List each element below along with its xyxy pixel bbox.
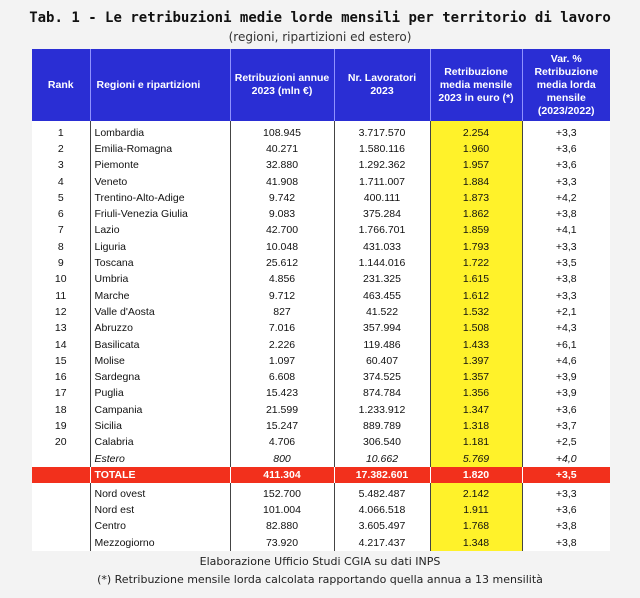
cell-rank: 11 (32, 288, 90, 304)
cell-region: Molise (90, 353, 230, 369)
cell-annual: 108.945 (230, 121, 334, 141)
cell-annual: 152.700 (230, 483, 334, 502)
cell-workers: 1.233.912 (334, 402, 430, 418)
cell-annual: 7.016 (230, 321, 334, 337)
cell-annual: 41.908 (230, 174, 334, 190)
cell-region: Piemonte (90, 158, 230, 174)
cell-var: +3,3 (555, 289, 577, 302)
table-row (32, 288, 610, 304)
cell-rank: 4 (32, 174, 90, 190)
cell-workers: 463.455 (334, 288, 430, 304)
cell-var: +3,9 (555, 387, 577, 400)
cell-annual: 4.856 (230, 272, 334, 288)
cell-workers: 1.144.016 (334, 255, 430, 271)
cell-region: Centro (90, 519, 230, 535)
cell-var: +4,3 (555, 322, 577, 335)
cell-region: Veneto (90, 174, 230, 190)
table-header-row (32, 49, 610, 121)
cell-var: +3,7 (555, 419, 577, 432)
cell-var: +3,8 (555, 208, 577, 221)
cell-annual: 101.004 (230, 503, 334, 519)
cell-annual: 1.097 (230, 353, 334, 369)
cell-monthly: 1.433 (430, 337, 522, 353)
cell-monthly: 1.911 (430, 503, 522, 519)
cell-rank: 13 (32, 321, 90, 337)
table-row (32, 353, 610, 369)
cell-rank: 17 (32, 386, 90, 402)
cell-workers: 357.994 (334, 321, 430, 337)
cell-workers: 874.784 (334, 386, 430, 402)
cell-region: TOTALE (90, 467, 230, 483)
cell-workers: 4.217.437 (334, 535, 430, 551)
cell-rank: 12 (32, 304, 90, 320)
cell-var: +3,6 (555, 504, 577, 517)
cell-region: Sardegna (90, 369, 230, 385)
cell-region: Marche (90, 288, 230, 304)
cell-region: Sicilia (90, 418, 230, 434)
table-row (32, 321, 610, 337)
cell-annual: 827 (230, 304, 334, 320)
cell-var: +3,6 (555, 142, 577, 155)
table-row-group (32, 503, 610, 519)
cell-workers: 1.292.362 (334, 158, 430, 174)
cell-rank: 9 (32, 255, 90, 271)
cell-annual: 6.608 (230, 369, 334, 385)
cell-monthly: 1.348 (430, 535, 522, 551)
table-row-group (32, 519, 610, 535)
table-row (32, 337, 610, 353)
cell-region: Campania (90, 402, 230, 418)
header-monthly: Retribuzione media mensile 2023 in euro (*) (430, 49, 522, 121)
footnote: (*) Retribuzione mensile lorda calcolata rapportando quella annua a 13 mensilità (97, 573, 543, 586)
cell-monthly: 1.397 (430, 353, 522, 369)
table-title: Tab. 1 - Le retribuzioni medie lorde mensili per territorio di lavoro (29, 10, 611, 26)
cell-workers: 400.111 (334, 190, 430, 206)
cell-monthly: 1.615 (430, 272, 522, 288)
cell-monthly: 2.254 (430, 121, 522, 141)
cell-rank: 8 (32, 239, 90, 255)
cell-region: Trentino-Alto-Adige (90, 190, 230, 206)
table-row-group (32, 535, 610, 551)
cell-region: Puglia (90, 386, 230, 402)
cell-annual: 10.048 (230, 239, 334, 255)
cell-workers: 1.580.116 (334, 141, 430, 157)
cell-rank: 6 (32, 206, 90, 222)
cell-workers: 60.407 (334, 353, 430, 369)
cell-annual: 25.612 (230, 255, 334, 271)
cell-workers: 5.482.487 (334, 483, 430, 502)
cell-monthly: 1.347 (430, 402, 522, 418)
header-region: Regioni e ripartizioni (90, 49, 230, 121)
cell-workers: 1.711.007 (334, 174, 430, 190)
cell-var: +4,2 (555, 191, 577, 204)
cell-workers: 374.525 (334, 369, 430, 385)
cell-region: Nord ovest (90, 483, 230, 502)
header-annual: Retribuzioni annue 2023 (mln €) (230, 49, 334, 121)
table-body (32, 121, 610, 551)
cell-region: Mezzogiorno (90, 535, 230, 551)
cell-var: +3,6 (555, 403, 577, 416)
cell-monthly: 1.508 (430, 321, 522, 337)
cell-annual: 15.423 (230, 386, 334, 402)
table-row (32, 190, 610, 206)
cell-rank: 5 (32, 190, 90, 206)
header-rank: Rank (32, 49, 90, 121)
cell-var: +2,5 (555, 436, 577, 449)
table-row (32, 239, 610, 255)
cell-var: +3,3 (555, 487, 577, 500)
cell-var: +4,0 (555, 452, 577, 465)
cell-region: Toscana (90, 255, 230, 271)
table-row (32, 304, 610, 320)
cell-var: +3,5 (522, 467, 610, 483)
cell-workers: 17.382.601 (334, 467, 430, 483)
cell-workers: 889.789 (334, 418, 430, 434)
cell-annual: 21.599 (230, 402, 334, 418)
cell-monthly: 1.957 (430, 158, 522, 174)
cell-var: +4,6 (555, 354, 577, 367)
cell-rank: 20 (32, 435, 90, 451)
cell-var: +3,3 (555, 126, 577, 139)
cell-workers: 3.605.497 (334, 519, 430, 535)
table-row-group (32, 483, 610, 502)
cell-rank: 16 (32, 369, 90, 385)
cell-region: Valle d'Aosta (90, 304, 230, 320)
cell-monthly: 1.884 (430, 174, 522, 190)
cell-monthly: 1.722 (430, 255, 522, 271)
cell-annual: 800 (230, 451, 334, 467)
cell-monthly: 1.960 (430, 141, 522, 157)
cell-rank: 3 (32, 158, 90, 174)
cell-monthly: 1.793 (430, 239, 522, 255)
cell-workers: 231.325 (334, 272, 430, 288)
table-row-estero (32, 451, 610, 467)
table-row (32, 386, 610, 402)
cell-rank (32, 467, 90, 483)
cell-var: +2,1 (555, 305, 577, 318)
table-row (32, 141, 610, 157)
cell-annual: 2.226 (230, 337, 334, 353)
cell-workers: 1.766.701 (334, 223, 430, 239)
cell-monthly: 1.873 (430, 190, 522, 206)
cell-var: +3,8 (555, 520, 577, 533)
cell-monthly: 1.820 (430, 467, 522, 483)
cell-region: Abruzzo (90, 321, 230, 337)
cell-rank: 1 (32, 121, 90, 141)
cell-annual: 73.920 (230, 535, 334, 551)
table-row (32, 223, 610, 239)
cell-annual: 411.304 (230, 467, 334, 483)
table-row (32, 418, 610, 434)
cell-workers: 3.717.570 (334, 121, 430, 141)
cell-annual: 42.700 (230, 223, 334, 239)
cell-var: +3,3 (555, 240, 577, 253)
cell-rank: 7 (32, 223, 90, 239)
table-row-total (32, 467, 610, 483)
cell-monthly: 1.612 (430, 288, 522, 304)
cell-monthly: 1.357 (430, 369, 522, 385)
salary-table (32, 49, 610, 551)
cell-monthly: 5.769 (430, 451, 522, 467)
cell-monthly: 1.318 (430, 418, 522, 434)
cell-annual: 9.742 (230, 190, 334, 206)
cell-monthly: 1.532 (430, 304, 522, 320)
cell-monthly: 1.181 (430, 435, 522, 451)
cell-region: Lazio (90, 223, 230, 239)
cell-rank (32, 535, 90, 551)
cell-rank (32, 483, 90, 502)
cell-region: Basilicata (90, 337, 230, 353)
cell-workers: 375.284 (334, 206, 430, 222)
cell-region: Friuli-Venezia Giulia (90, 206, 230, 222)
cell-rank: 14 (32, 337, 90, 353)
cell-var: +6,1 (555, 338, 577, 351)
cell-annual: 4.706 (230, 435, 334, 451)
cell-var: +3,6 (555, 159, 577, 172)
table-row (32, 255, 610, 271)
cell-workers: 4.066.518 (334, 503, 430, 519)
table-row (32, 272, 610, 288)
cell-region: Lombardia (90, 121, 230, 141)
cell-workers: 10.662 (334, 451, 430, 467)
cell-rank: 19 (32, 418, 90, 434)
table-row (32, 402, 610, 418)
cell-region: Nord est (90, 503, 230, 519)
cell-annual: 9.712 (230, 288, 334, 304)
cell-monthly: 1.768 (430, 519, 522, 535)
cell-var: +3,8 (555, 536, 577, 549)
cell-monthly: 1.862 (430, 206, 522, 222)
table-row (32, 158, 610, 174)
cell-workers: 41.522 (334, 304, 430, 320)
cell-annual: 9.083 (230, 206, 334, 222)
table-row (32, 206, 610, 222)
cell-rank: 10 (32, 272, 90, 288)
cell-rank: 15 (32, 353, 90, 369)
header-var: Var. % Retribuzione media lorda mensile (2023/2022) (522, 49, 610, 121)
table-subtitle: (regioni, ripartizioni ed estero) (228, 30, 412, 44)
cell-monthly: 1.356 (430, 386, 522, 402)
table-row (32, 369, 610, 385)
cell-var: +3,9 (555, 371, 577, 384)
cell-annual: 32.880 (230, 158, 334, 174)
cell-rank: 18 (32, 402, 90, 418)
cell-region: Umbria (90, 272, 230, 288)
cell-annual: 40.271 (230, 141, 334, 157)
cell-workers: 431.033 (334, 239, 430, 255)
cell-workers: 119.486 (334, 337, 430, 353)
table-row (32, 174, 610, 190)
cell-region: Emilia-Romagna (90, 141, 230, 157)
cell-var: +3,8 (555, 273, 577, 286)
cell-var: +3,3 (555, 175, 577, 188)
table-row (32, 121, 610, 141)
cell-rank (32, 519, 90, 535)
cell-workers: 306.540 (334, 435, 430, 451)
cell-rank (32, 451, 90, 467)
cell-region: Estero (90, 451, 230, 467)
source-note: Elaborazione Ufficio Studi CGIA su dati INPS (199, 555, 441, 568)
cell-var: +3,5 (555, 257, 577, 270)
cell-rank (32, 503, 90, 519)
cell-annual: 82.880 (230, 519, 334, 535)
cell-annual: 15.247 (230, 418, 334, 434)
cell-monthly: 1.859 (430, 223, 522, 239)
header-workers: Nr. Lavoratori 2023 (334, 49, 430, 121)
cell-rank: 2 (32, 141, 90, 157)
cell-var: +4,1 (555, 224, 577, 237)
cell-monthly: 2.142 (430, 483, 522, 502)
cell-region: Calabria (90, 435, 230, 451)
cell-region: Liguria (90, 239, 230, 255)
table-row (32, 435, 610, 451)
